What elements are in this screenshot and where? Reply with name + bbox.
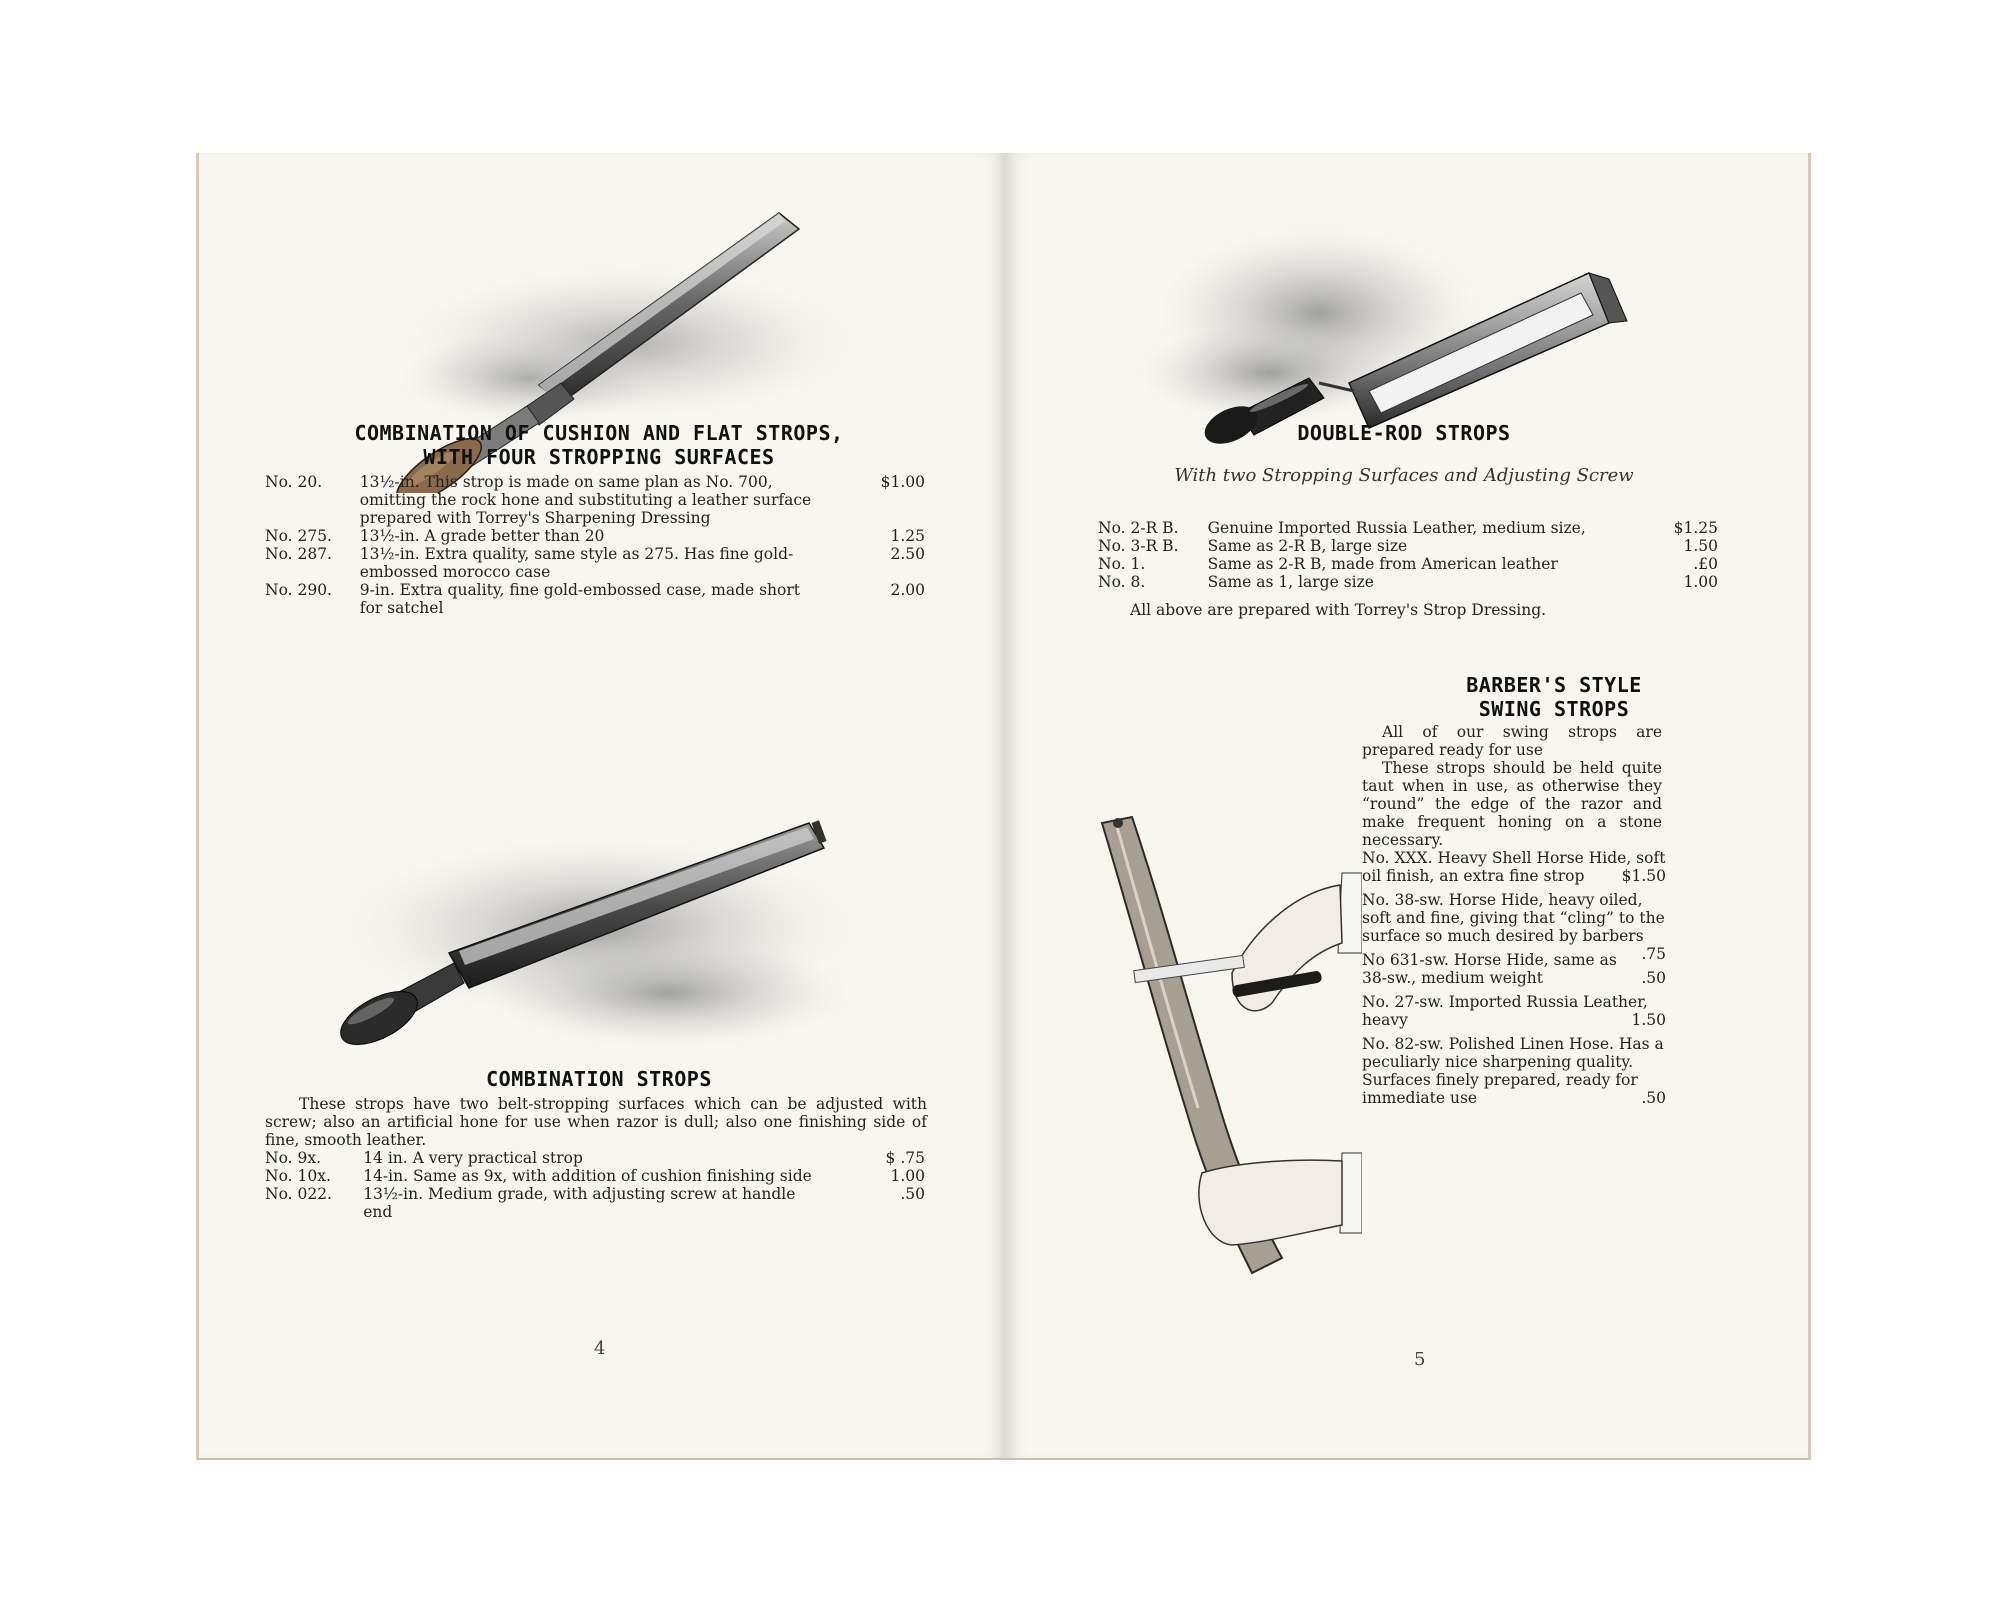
item-price: 1.00 [890, 1167, 925, 1185]
section-title-cushion-flat: COMBINATION OF CUSHION AND FLAT STROPS, WITH FOUR STROPPING SURFACES [354, 421, 844, 469]
list-item [265, 1149, 925, 1167]
page-number: 4 [594, 1338, 606, 1359]
list-item [1098, 573, 1718, 591]
item-price: 2.00 [890, 581, 925, 599]
item-price: 2.50 [890, 545, 925, 563]
list-item [1098, 519, 1718, 537]
list-item [265, 473, 925, 527]
item-number: No. 20. [265, 473, 323, 491]
section-title-combination: COMBINATION STROPS [486, 1067, 712, 1091]
item-number: No. 82-sw. [1362, 1035, 1444, 1053]
item-price: $1.25 [1673, 519, 1718, 537]
item-number: No. 022. [265, 1185, 332, 1203]
item-price: $1.50 [1621, 867, 1666, 885]
swing-strop-hands-illustration [1092, 813, 1362, 1283]
item-description: 13½-in. A grade better than 20 [359, 527, 605, 545]
list-item [265, 1185, 925, 1221]
item-description: Horse Hide, same as 38-sw., medium weight [1362, 951, 1617, 987]
item-description: Heavy Shell Horse Hide, soft oil finish, an extra fine strop [1362, 849, 1666, 885]
item-price: .50 [900, 1185, 925, 1203]
item-number: No. 9x. [265, 1149, 322, 1167]
left-page [196, 153, 1007, 1460]
section-title-swing-strops: BARBER'S STYLE SWING STROPS [1466, 673, 1642, 721]
item-number: No. 1. [1098, 555, 1146, 573]
item-description: Same as 2-R B, made from American leather [1207, 555, 1558, 573]
swing-price-list [1362, 849, 1666, 1113]
dressing-note: All above are prepared with Torrey's Strop Dressing. [1130, 601, 1547, 619]
item-description: 9-in. Extra quality, fine gold-embossed case, made short for satchel [359, 581, 800, 617]
item-description: 14 in. A very practical strop [363, 1149, 583, 1167]
item-description: 13½-in. This strop is made on same plan as No. 700, omitting the rock hone and substituting a leather surface prepared with Torrey's Sharpening Dressing [359, 473, 812, 527]
double-rod-strop-illustration [1119, 213, 1679, 453]
item-number: No 631-sw. [1362, 951, 1449, 969]
list-item [265, 545, 925, 581]
item-price: 1.50 [1631, 1011, 1666, 1029]
item-description: Same as 1, large size [1207, 573, 1374, 591]
item-number: No. 275. [265, 527, 332, 545]
item-description: 13½-in. Extra quality, same style as 275. Has fine gold-embossed morocco case [359, 545, 794, 581]
item-description: Horse Hide, heavy oiled, soft and fine, giving that “cling” to the surface so much desired by barbers [1362, 891, 1665, 945]
list-item [1362, 951, 1666, 987]
item-description: Same as 2-R B, large size [1207, 537, 1408, 555]
item-number: No. 8. [1098, 573, 1146, 591]
section-title-double-rod: DOUBLE-ROD STROPS [1297, 421, 1511, 445]
combination-price-list [265, 1149, 925, 1221]
item-description: Genuine Imported Russia Leather, medium size, [1207, 519, 1586, 537]
item-price: .50 [1641, 1089, 1666, 1107]
right-page [1004, 153, 1811, 1460]
list-item [265, 1167, 925, 1185]
section-subtitle-double-rod: With two Stropping Surfaces and Adjusting Screw [1174, 465, 1634, 486]
open-booklet [196, 153, 1808, 1458]
item-price: $ .75 [885, 1149, 925, 1167]
item-price: .50 [1641, 969, 1666, 987]
double-rod-price-list [1098, 519, 1718, 591]
list-item [1362, 849, 1666, 885]
item-number: No. 287. [265, 545, 332, 563]
item-price: 1.25 [890, 527, 925, 545]
item-number: No. 2-R B. [1098, 519, 1179, 537]
item-description: 13½-in. Medium grade, with adjusting screw at handle end [363, 1185, 796, 1221]
item-price: $1.00 [880, 473, 925, 491]
item-description: Polished Linen Hose. Has a peculiarly nice sharpening quality. Surfaces finely prepared, ready for immediate use [1362, 1035, 1664, 1107]
item-price: .£0 [1693, 555, 1718, 573]
item-number: No. 3-R B. [1098, 537, 1179, 555]
list-item [265, 581, 925, 617]
list-item [1098, 555, 1718, 573]
item-number: No. 27-sw. [1362, 993, 1444, 1011]
swing-intro-1: All of our swing strops are prepared ready for use [1362, 723, 1662, 759]
item-price: 1.00 [1683, 573, 1718, 591]
item-description: 14-in. Same as 9x, with addition of cushion finishing side [363, 1167, 812, 1185]
item-number: No. 290. [265, 581, 332, 599]
swing-intro-2: These strops should be held quite taut when in use, as otherwise they “round” the edge of the razor and make frequent honing on a stone necessary. [1362, 759, 1662, 849]
item-number: No. 38-sw. [1362, 891, 1444, 909]
item-price: .75 [1641, 945, 1666, 963]
list-item [1362, 993, 1666, 1029]
item-description: Imported Russia Leather, heavy [1362, 993, 1648, 1029]
combination-intro: These strops have two belt-stropping surfaces which can be adjusted with screw; also an artificial hone for use when razor is dull; also one finishing side of fine, smooth leather. [265, 1095, 927, 1149]
list-item [1098, 537, 1718, 555]
list-item [265, 527, 925, 545]
item-price: 1.50 [1683, 537, 1718, 555]
item-number: No. XXX. [1362, 849, 1433, 867]
list-item [1362, 1035, 1666, 1107]
cushion-flat-price-list [265, 473, 925, 617]
item-number: No. 10x. [265, 1167, 331, 1185]
combination-strop-illustration [309, 813, 869, 1073]
page-number: 5 [1414, 1349, 1426, 1370]
